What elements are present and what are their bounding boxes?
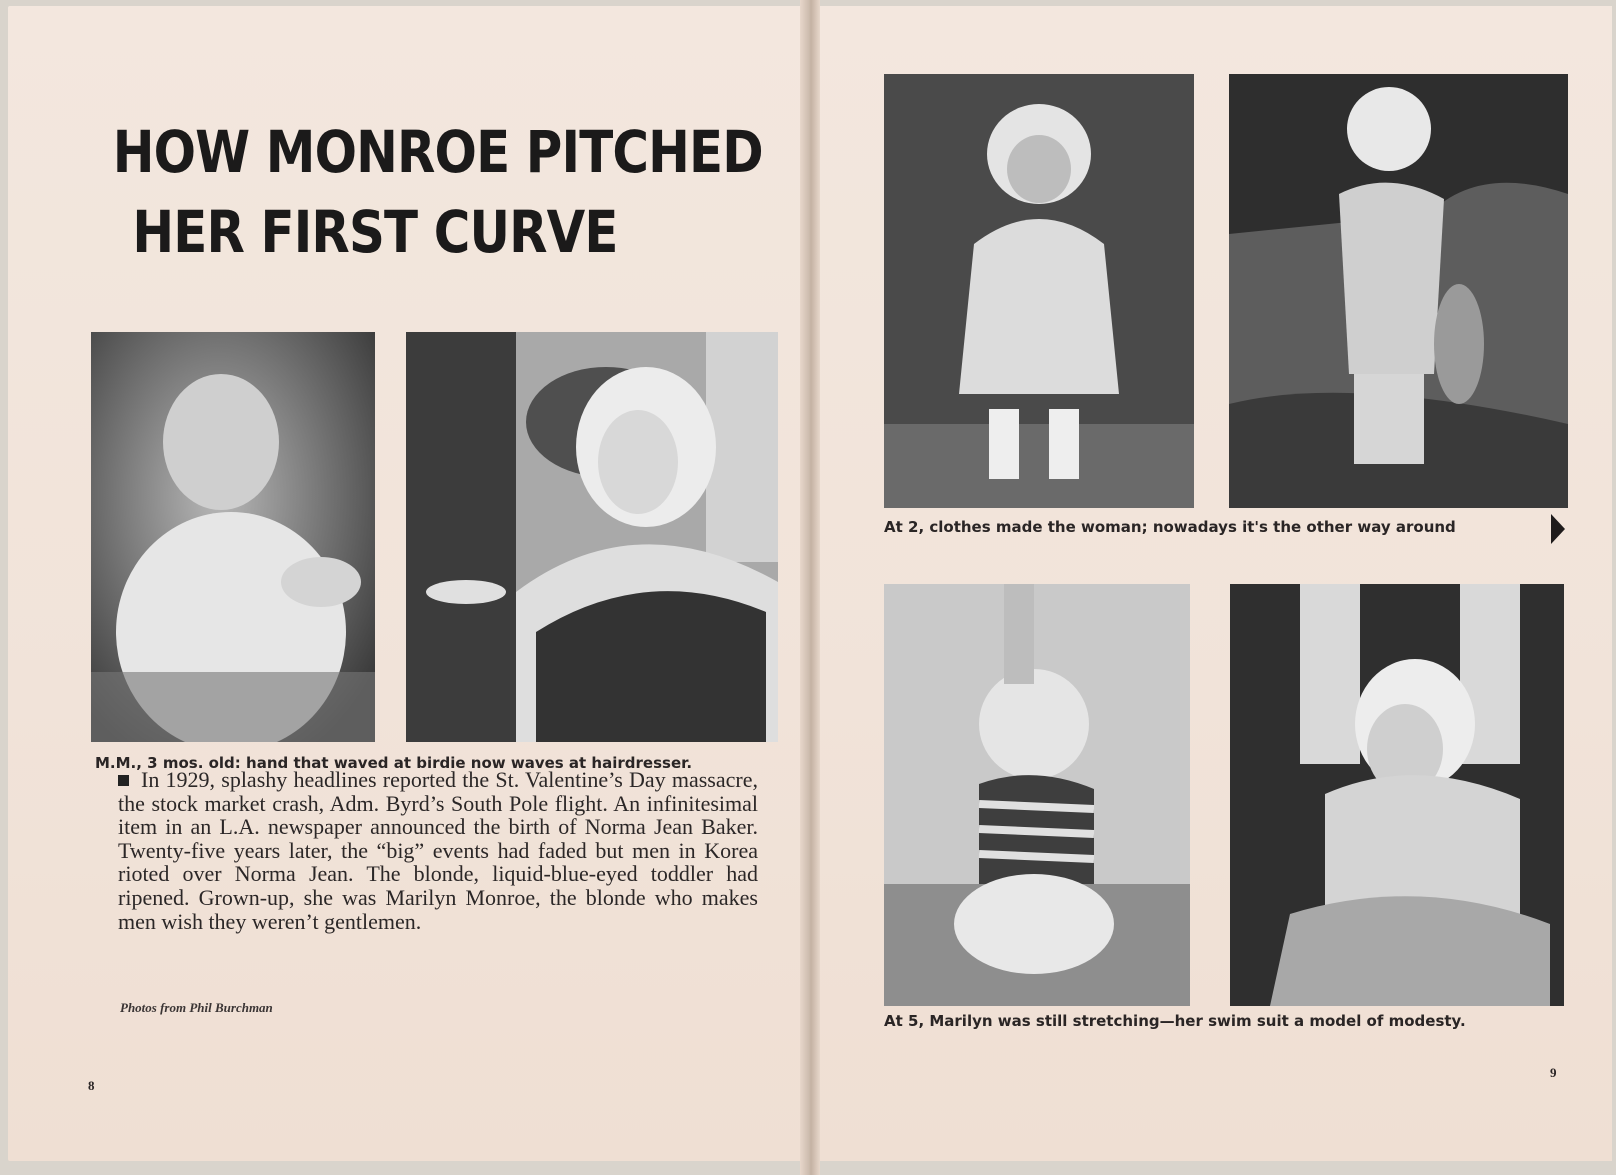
caption-bottom-right: At 5, Marilyn was still stretching—her swim suit a model of modesty. [884, 1012, 1466, 1030]
photo-toddler-bonnet [884, 74, 1194, 508]
photo-toddler-stretching [884, 584, 1190, 1006]
photo-marilyn-bathing-costume [1229, 74, 1568, 508]
caption-top-right: At 2, clothes made the woman; nowadays it's the other way around [884, 518, 1456, 536]
photo-baby-marilyn [91, 332, 375, 742]
lede-square-icon [118, 775, 129, 786]
article-body [118, 768, 758, 933]
right-pointing-arrow-icon [1549, 514, 1565, 544]
article-body-text: In 1929, splashy headlines reported the St. Valentine’s Day massacre, the stock market crash, Adm. Byrd’s South Pole flight. An infinitesimal item in an L.A. newspaper announced the birth of Norma Jean Baker. Twenty-five years later, the “big” events had faded but men in Korea rioted over Norma Jean. The blonde, liquid-blue-eyed toddler had ripened. Grown-up, she was Marilyn Monroe, the blonde who makes men wish they weren’t gentlemen. [118, 767, 758, 934]
photo-marilyn-stretching [1230, 584, 1564, 1006]
title-line-2: HER FIRST CURVE [132, 198, 618, 266]
title-line-1: HOW MONROE PITCHED [112, 118, 763, 186]
article-title [112, 112, 763, 272]
caption-left: M.M., 3 mos. old: hand that waved at birdie now waves at hairdresser. [95, 754, 693, 772]
photo-credit: Photos from Phil Burchman [120, 1000, 273, 1015]
photo-marilyn-hairdresser [406, 332, 778, 742]
book-gutter [800, 0, 820, 1175]
page-number-left: 8 [88, 1078, 95, 1093]
page-number-right: 9 [1550, 1065, 1557, 1080]
